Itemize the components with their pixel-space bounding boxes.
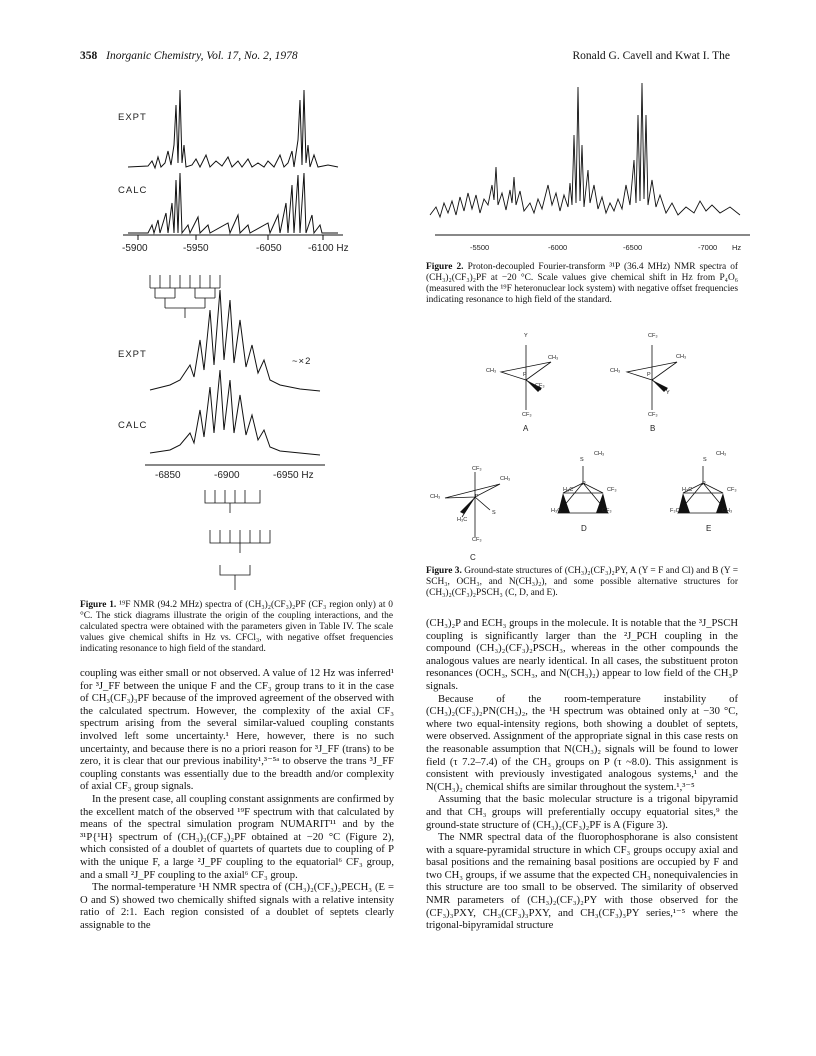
structure-D-right: CF₃	[607, 487, 617, 493]
fig1-expt-label-2: EXPT	[118, 349, 147, 360]
structure-B-left: CH₃	[610, 368, 621, 374]
fig1-caption	[80, 600, 393, 655]
structure-C-P: P	[475, 494, 479, 500]
running-header-authors: Ronald G. Cavell and Kwat I. The	[572, 50, 730, 62]
fig2-tick: -6000	[548, 243, 568, 252]
structure-E-top: S	[703, 457, 707, 463]
fig1-gain-label: ~×2	[292, 356, 312, 367]
structure-D-bl: H₃C	[551, 508, 562, 514]
structure-E-P: P	[702, 481, 706, 487]
structure-A-right: CH₃	[548, 355, 559, 361]
fig1-tick: -5900	[122, 243, 148, 254]
structure-D-br: CF₃	[602, 508, 612, 514]
structure-E-br: CH₃	[722, 508, 733, 514]
structure-B-right: CH₃	[676, 354, 687, 360]
running-header-left	[80, 50, 298, 62]
fig3-caption	[426, 566, 738, 599]
structure-E-topsub: CH₃	[716, 451, 727, 457]
structure-E-label: E	[706, 524, 712, 533]
fig1-tick: -5950	[183, 243, 209, 254]
right-paragraph-4: The NMR spectral data of the fluorophosphorane is also consistent with a square-pyramidal structure in which CF₃ groups occupy axial and basal positions and the remaining basal positions are occupied by F and two CH₃ groups, if we assume that the expected CH₃ nonequivalencies in this structure are too small to be observed. The similarity of observed NMR parameters of (CH₃)₂(CF₃)₂PY with those observed for the (CF₃)₃PXY, CH₃(CF₃)₃PXY, and CH₃(CF₃)₃PY series,¹⁻⁵ where the trigonal-bipyramidal structure	[426, 832, 738, 932]
structure-B-top: CF₃	[648, 333, 658, 339]
fig1-tick: -6850	[155, 470, 181, 481]
page-number: 358	[80, 50, 98, 62]
right-paragraph-2: Because of the room-temperature instability of (CH₃)₂(CF₃)₂PN(CH₃)₂, the ¹H spectrum was obtained only at −30 °C, where two equal-intensity regions, both showing a doublet of septets, were observed. Assignment of the appropriate signal in this case rests on the reasonable assumption that N(CH₃)₂ signals will be found to lower field (τ 7.2–7.4) of the CH₃ groups on P (τ ~8.0). This assignment is consistent with previously investigated analogous systems,¹ and the N(CH₃)₂ chemical shifts are similar throughout the system.¹,³⁻⁵	[426, 693, 738, 793]
right-column-text	[426, 618, 738, 933]
fig3-caption-label: Figure 3.	[426, 566, 462, 576]
fig1-spectrum-upper	[118, 85, 378, 245]
structure-D-P: P	[582, 481, 586, 487]
structure-D-top: S	[580, 457, 584, 463]
fig2-tick: -6500	[623, 243, 643, 252]
fig1-stick-diagram-2	[200, 485, 300, 595]
structure-B-front: Y	[666, 390, 670, 396]
structure-B-label: B	[650, 424, 656, 433]
structure-C-right: CH₃	[500, 476, 511, 482]
fig1-tick: -6100 Hz	[308, 243, 349, 254]
structure-D-topsub: CH₃	[594, 451, 605, 457]
right-paragraph-3: Assuming that the basic molecular structure is a trigonal bipyramid and that CH₃ groups will preferentially occupy equatorial sites,⁹ the ground-state structure of (CH₃)₂(CF₃)₂PF is A (Figure 3).	[426, 794, 738, 831]
structure-E-left: H₃C	[682, 487, 693, 493]
fig2-tick: -5500	[470, 243, 490, 252]
structure-A-front: CF₃	[535, 383, 545, 389]
fig1-calc-trace-1	[128, 173, 338, 233]
structure-A-bottom: CF₃	[522, 412, 532, 418]
journal-citation: Inorganic Chemistry, Vol. 17, No. 2, 1978	[106, 50, 298, 62]
fig1-calc-label-1: CALC	[118, 185, 148, 196]
fig1-tick: -6050	[256, 243, 282, 254]
fig2-spectrum	[430, 75, 750, 235]
fig3-caption-text: Ground-state structures of (CH₃)₂(CF₃)₂PY, A (Y = F and Cl) and B (Y = SCH₃, OCH₃, and N(CH₃)₂), and some possible alternative structures for (CH₃)₂(CF₃)₂PSCH₃ (C, D, and E).	[426, 566, 738, 598]
structure-C-label: C	[470, 553, 476, 562]
structure-D-left: H₃C	[563, 487, 574, 493]
fig2-tick: Hz	[732, 243, 742, 252]
fig1-expt-trace-2	[150, 290, 320, 391]
fig1-spectrum-lower	[150, 285, 350, 465]
structure-C-back: H₃C	[457, 517, 468, 523]
structure-D-drawing	[548, 458, 618, 528]
structure-C-top: CF₃	[472, 466, 482, 472]
fig2-tick: -7000	[698, 243, 718, 252]
left-paragraph-3: The normal-temperature ¹H NMR spectra of (CH₃)₂(CF₃)₂PECH₃ (E = O and S) showed two chemically shifted signals with a relative intensity ratio of 2:1. Each region consisted of a doublet of septets clearly assignable to the	[80, 882, 394, 931]
structure-E-drawing	[668, 458, 738, 528]
fig2-caption	[426, 262, 738, 306]
structure-A-P: P	[523, 372, 527, 378]
fig1-tick: -6950 Hz	[273, 470, 314, 481]
structure-C-drawing	[440, 462, 520, 542]
structure-A-left: CH₃	[486, 368, 497, 374]
structure-A-top: Y	[524, 333, 528, 339]
right-paragraph-1: (CH₃)₂P and ECH₃ groups in the molecule. It is notable that the ³J_PSCH coupling is significantly larger than the ²J_PCH coupling in the compound (CH₃)₂(CF₃)₂PSCH₃, whereas in the other compounds the analogous values are nearly identical. In all cases, the substituent proton resonances (OCH₃, SCH₃, and N(CH₃)₂) appear to low field of the CH₃P signals.	[426, 618, 738, 692]
structure-C-left: CH₃	[430, 494, 441, 500]
left-paragraph-2: In the present case, all coupling constant assignments are confirmed by the excellent match of the observed ¹⁹F spectrum with that calculated by means of the spectral simulation program NUMARIT¹¹ and by the ³¹P{¹H} spectrum of (CH₃)₂(CF₃)₂PF obtained at −20 °C (Figure 2), which consisted of a doublet of quartets of quartets due to coupling of P with the unique F, a large ²J_PF coupling to the equatorial⁶ CF₃ group, and a small ²J_PF coupling to the axial⁶ CF₃ group.	[80, 793, 394, 881]
structure-A-drawing	[496, 340, 566, 420]
structure-E-right: CF₃	[727, 487, 737, 493]
fig1-expt-label-1: EXPT	[118, 112, 147, 123]
structure-E-bl: F₃C	[670, 508, 680, 514]
fig2-caption-text: Proton-decoupled Fourier-transform ³¹P (36.4 MHz) NMR spectra of (CH₃)₂(CF₃)₂PF at −20 °C. Scale values give chemical shift in Hz from P₄O₆ (measured with the ¹⁹F heteronuclear lock system) with negative offset frequencies indicating resonance to high field of the standard.	[426, 262, 739, 305]
structure-B-bottom: CF₃	[648, 412, 658, 418]
fig1-tick: -6900	[214, 470, 240, 481]
structure-B-P: P	[647, 372, 651, 378]
fig1-caption-label: Figure 1.	[80, 600, 117, 610]
fig2-trace	[430, 83, 740, 217]
structure-C-bottom: CF₃	[472, 537, 482, 543]
fig2-caption-label: Figure 2.	[426, 262, 464, 272]
structure-C-front: S	[492, 510, 496, 516]
fig1-caption-text: ¹⁹F NMR (94.2 MHz) spectra of (CH₃)₂(CF₃)₂PF (CF₃ region only) at 0 °C. The stick diagrams illustrate the origin of the coupling interactions, and the calculated spectra were obtained with the parameters given in Table IV. The scale values give chemical shifts in Hz vs. CFCl₃, with negative offset frequencies indicating resonance to high field of the standard.	[80, 600, 393, 654]
fig1-calc-label-2: CALC	[118, 420, 148, 431]
left-column-text	[80, 668, 394, 932]
fig1-expt-trace-1	[128, 90, 338, 168]
structure-D-label: D	[581, 524, 587, 533]
left-paragraph-1: coupling was either small or not observed. A value of 12 Hz was inferred¹ for ³J_FF between the unique F and the CF₃ group trans to it in the case of CH₃(CF₃)₃PF because of the improved agreement of the observed with the calculated spectrum. However, the complexity of the axial CF₃ spectrum arising from the several similar-valued coupling constants involved left some uncertainty.¹ Here, however, there is no such uncertainty, and because there is no a priori reason for ³J_FF (trans) to be zero, it is clear that our previous inability¹,³⁻⁵ᵃ to observe the trans ³J_FF coupling constants was essentially due to the breadth and/or complexity of axial CF₃ group signals.	[80, 668, 394, 793]
structure-B-drawing	[622, 340, 692, 420]
structure-A-label: A	[523, 424, 529, 433]
